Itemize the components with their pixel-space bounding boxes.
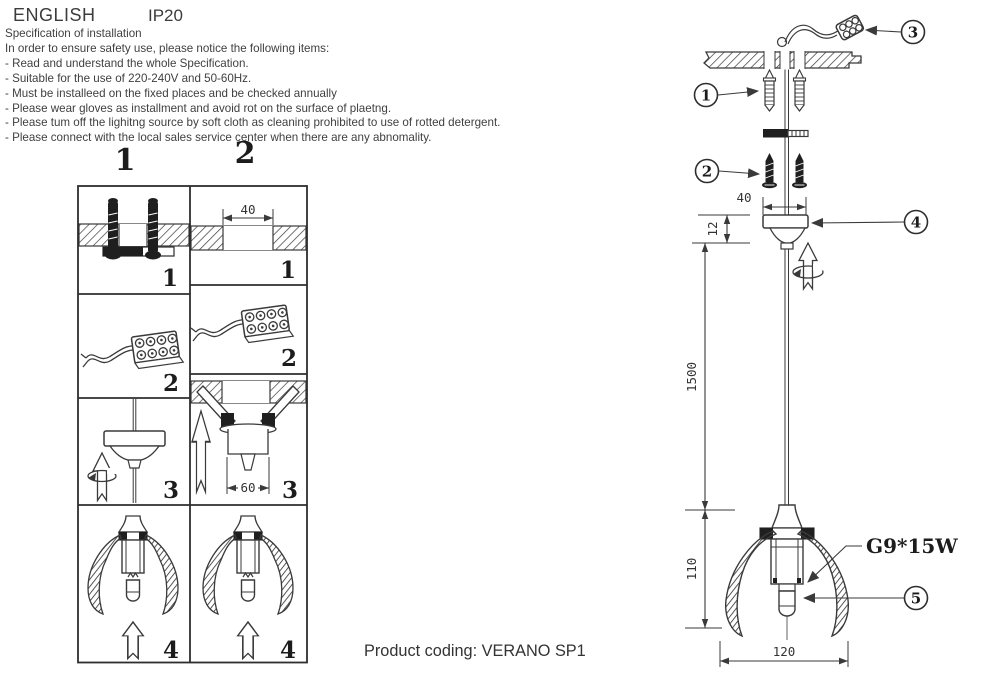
rotate-arrow [793, 243, 825, 289]
shade-wall-left [726, 531, 776, 636]
technical-drawing [640, 0, 1000, 690]
cord-terminal-block [835, 14, 864, 40]
callout-3-leader [866, 30, 901, 32]
shade-height-dim: 110 [684, 557, 699, 581]
bulb-label: G9*15W [866, 534, 958, 558]
mounting-bracket [763, 129, 808, 138]
ip-rating-label: IP20 [148, 6, 183, 25]
clip-span-dim: 60 [240, 480, 256, 495]
specification-text [5, 27, 500, 146]
callout-2: 2 [701, 162, 713, 181]
ceiling-slab [704, 51, 861, 70]
spec-item: - Suitable for the use of 220-240V and 50-60Hz. [5, 71, 252, 85]
g9-bulb [779, 591, 795, 616]
step-label: 3 [162, 477, 179, 504]
step-label: 2 [280, 345, 297, 372]
canopy-height-dim: 12 [705, 221, 720, 237]
method-2-header: 2 [234, 136, 256, 171]
callout-1-leader [718, 91, 758, 95]
step-label: 1 [279, 257, 296, 284]
spec-item: - Must be installeed on the fixed places and be checked annually [5, 86, 337, 100]
shade-assembly [726, 505, 849, 640]
product-coding: Product coding: VERANO SP1 [364, 642, 586, 660]
language-label: ENGLISH [13, 5, 96, 25]
spec-intro: In order to ensure safety use, please notice the following items: [5, 41, 330, 55]
canopy-height-dimension [692, 215, 750, 243]
shade-wall-right [798, 531, 848, 636]
spec-item: - Read and understand the whole Specification. [5, 56, 249, 70]
canopy-width-dim: 40 [736, 190, 752, 205]
step-label: 1 [161, 265, 178, 292]
spec-title: Specification of installation [5, 27, 142, 40]
step-label: 4 [279, 637, 296, 664]
method-1-header: 1 [114, 143, 136, 178]
spec-item: - Please wear gloves as installment and avoid rot on the surface of plaetng. [5, 101, 392, 115]
hole-width-dim: 40 [240, 202, 256, 217]
step-label: 4 [162, 637, 179, 664]
callout-2-leader [719, 171, 759, 174]
callout-3: 3 [907, 23, 919, 42]
callout-1: 1 [700, 86, 712, 105]
callout-4: 4 [910, 213, 922, 232]
installation-steps-diagram [77, 185, 308, 664]
step-label: 2 [162, 370, 179, 397]
spec-item: - Please connect with the local sales service center when there are any abnomality. [5, 131, 432, 145]
callout-5: 5 [910, 589, 922, 608]
suspension-length-dim: 1500 [684, 361, 699, 393]
spec-item: - Please tum off the lighitng source by soft cloth as cleaning prohibited to use of rotted detergent. [5, 116, 501, 130]
canopy [763, 215, 808, 249]
step-ceiling-anchors [79, 198, 189, 260]
mains-cord [778, 14, 865, 46]
step-canopy-mount [88, 399, 165, 503]
callout-4-leader [812, 222, 904, 223]
step-label: 3 [281, 477, 298, 504]
shade-diameter-dim: 120 [772, 644, 796, 659]
